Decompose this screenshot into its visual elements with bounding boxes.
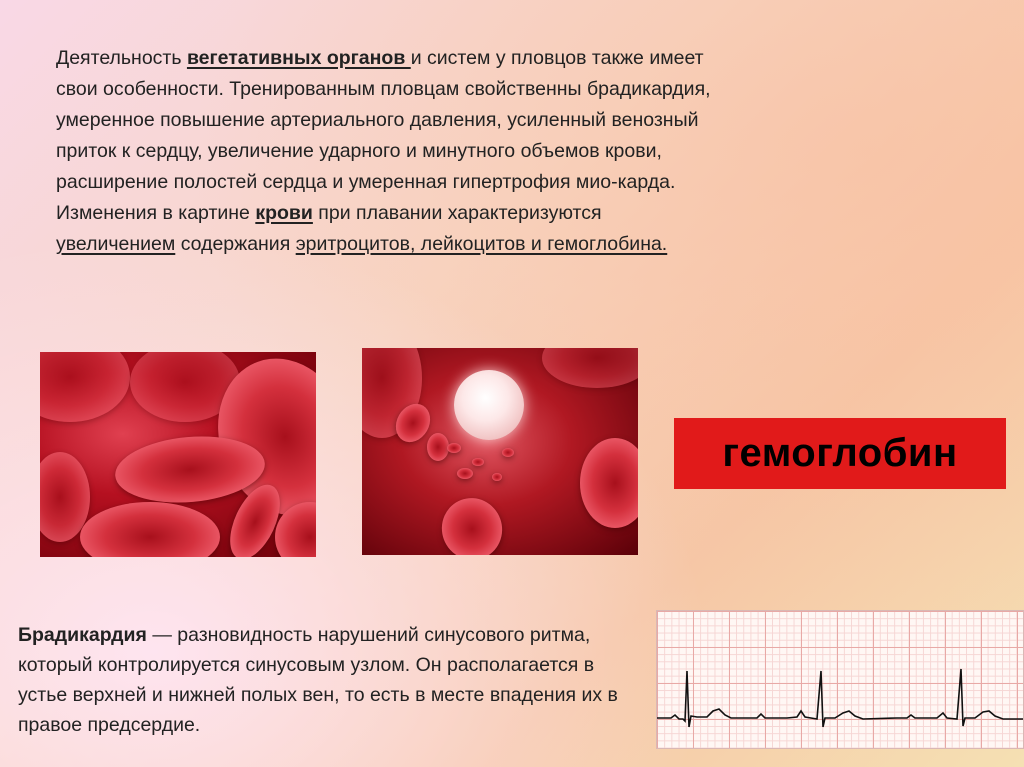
hemoglobin-text: гемоглобин: [722, 431, 958, 475]
link-increase[interactable]: увеличением: [56, 233, 176, 255]
link-erythrocytes-leukocytes-hemoglobin[interactable]: эритроцитов, лейкоцитов и гемоглобина.: [295, 233, 668, 255]
bradycardia-term: Брадикардия: [18, 624, 147, 646]
main-paragraph: [56, 43, 716, 260]
p2-text-a: Изменения в картине: [56, 202, 256, 224]
red-blood-cells-image: [40, 352, 316, 557]
white-and-red-blood-cells-image: [362, 348, 638, 555]
hemoglobin-label: [674, 418, 1006, 489]
ecg-trace: [657, 611, 1023, 748]
p2-text-b: при плавании характеризуются: [312, 202, 602, 224]
ecg-strip-image: [656, 610, 1024, 749]
link-blood[interactable]: крови: [255, 202, 313, 224]
p1-text-b: и систем у пловцов также имеет свои особенности. Тренированным пловцам свойственны брадикардия, умеренное повышение артериального давления, усиленный венозный приток к сердцу, увеличение ударного и минутного объемов крови, расширение полостей сердца и умеренная гипертрофия мио-карда.: [56, 47, 711, 193]
bradycardia-definition: [18, 620, 648, 740]
p1-text-a: Деятельность: [56, 47, 187, 69]
p2-text-c: содержания: [175, 233, 296, 255]
link-vegetative-organs[interactable]: вегетативных органов: [186, 47, 411, 69]
bradycardia-text: — разновидность нарушений синусового ритма, который контролируется синусовым узлом. Он располагается в устье верхней и нижней полых вен, то есть в месте впадения их в правое предсердие.: [18, 624, 618, 736]
